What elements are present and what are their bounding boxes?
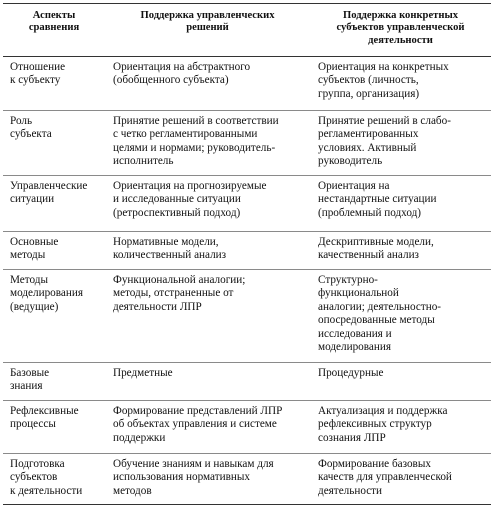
cell-text: Дескриптивные модели, качественный анализ [318, 236, 434, 262]
table-cell [3, 454, 105, 505]
table-cell [3, 363, 105, 401]
row-label: Роль субъекта [10, 115, 52, 141]
table-cell [105, 270, 310, 363]
row-label: Базовые знания [10, 367, 50, 393]
table-cell [310, 401, 491, 454]
row-label: Управленческие ситуации [10, 180, 88, 206]
table-row [3, 111, 491, 176]
header-decision-support [105, 4, 310, 57]
table-cell [3, 57, 105, 111]
cell-text: Принятие решений в слабо- регламентированных условиях. Активный руководитель [318, 115, 451, 168]
row-label: Основные методы [10, 236, 59, 262]
header-subject-support [310, 4, 491, 57]
table-row [3, 232, 491, 270]
cell-text: Формирование представлений ЛПР об объектах управления и системе поддержки [113, 405, 283, 444]
table-cell [3, 401, 105, 454]
table-cell [3, 176, 105, 232]
table-cell [310, 454, 491, 505]
table-row [3, 57, 491, 111]
table-row [3, 454, 491, 505]
table-cell [105, 232, 310, 270]
row-label: Рефлексивные процессы [10, 405, 79, 431]
table-cell [310, 363, 491, 401]
cell-text: Ориентация на нестандартные ситуации (проблемный подход) [318, 180, 437, 219]
table-cell [3, 111, 105, 176]
table-row [3, 270, 491, 363]
header-aspects [3, 4, 105, 57]
comparison-table [3, 3, 491, 505]
table-cell [310, 270, 491, 363]
table-cell [3, 270, 105, 363]
table-row [3, 401, 491, 454]
table-cell [310, 232, 491, 270]
cell-text: Нормативные модели, количественный анализ [113, 236, 227, 262]
table-cell [105, 363, 310, 401]
cell-text: Обучение знаниям и навыкам для использования нормативных методов [113, 458, 274, 497]
cell-text: Актуализация и поддержка рефлексивных структур сознания ЛПР [318, 405, 448, 444]
cell-text: Ориентация на прогнозируемые и исследованные ситуации (ретроспективный подход) [113, 180, 267, 219]
table-row [3, 176, 491, 232]
table-cell [310, 57, 491, 111]
cell-text: Формирование базовых качеств для управленческой деятельности [318, 458, 452, 497]
table-cell [310, 111, 491, 176]
table-cell [105, 176, 310, 232]
cell-text: Предметные [113, 367, 173, 379]
row-label: Отношение к субъекту [10, 61, 66, 87]
cell-text: Ориентация на конкретных субъектов (личность, группа, организация) [318, 61, 449, 100]
table-header-row [3, 4, 491, 57]
table-row [3, 363, 491, 401]
table-cell [310, 176, 491, 232]
cell-text: Структурно- функциональной аналогии; деятельностно- опосредованные методы исследования и моделирования [318, 274, 442, 354]
header-subject-support-label: Поддержка конкретных субъектов управленческой деятельности [336, 10, 465, 46]
row-label: Подготовка субъектов к деятельности [10, 458, 83, 497]
cell-text: Ориентация на абстрактного (обобщенного субъекта) [113, 61, 251, 87]
cell-text: Функциональной аналогии; методы, отстраненные от деятельности ЛПР [113, 274, 246, 313]
header-aspects-label: Аспекты сравнения [28, 10, 80, 34]
table-cell [105, 401, 310, 454]
row-label: Методы моделирования (ведущие) [10, 274, 83, 313]
table-cell [105, 454, 310, 505]
table-cell [3, 232, 105, 270]
table-cell [105, 57, 310, 111]
table-cell [105, 111, 310, 176]
header-decision-support-label: Поддержка управленческих решений [140, 10, 275, 34]
cell-text: Процедурные [318, 367, 384, 379]
cell-text: Принятие решений в соответствии с четко регламентированными целями и нормами; руководитель- исполнитель [113, 115, 279, 168]
